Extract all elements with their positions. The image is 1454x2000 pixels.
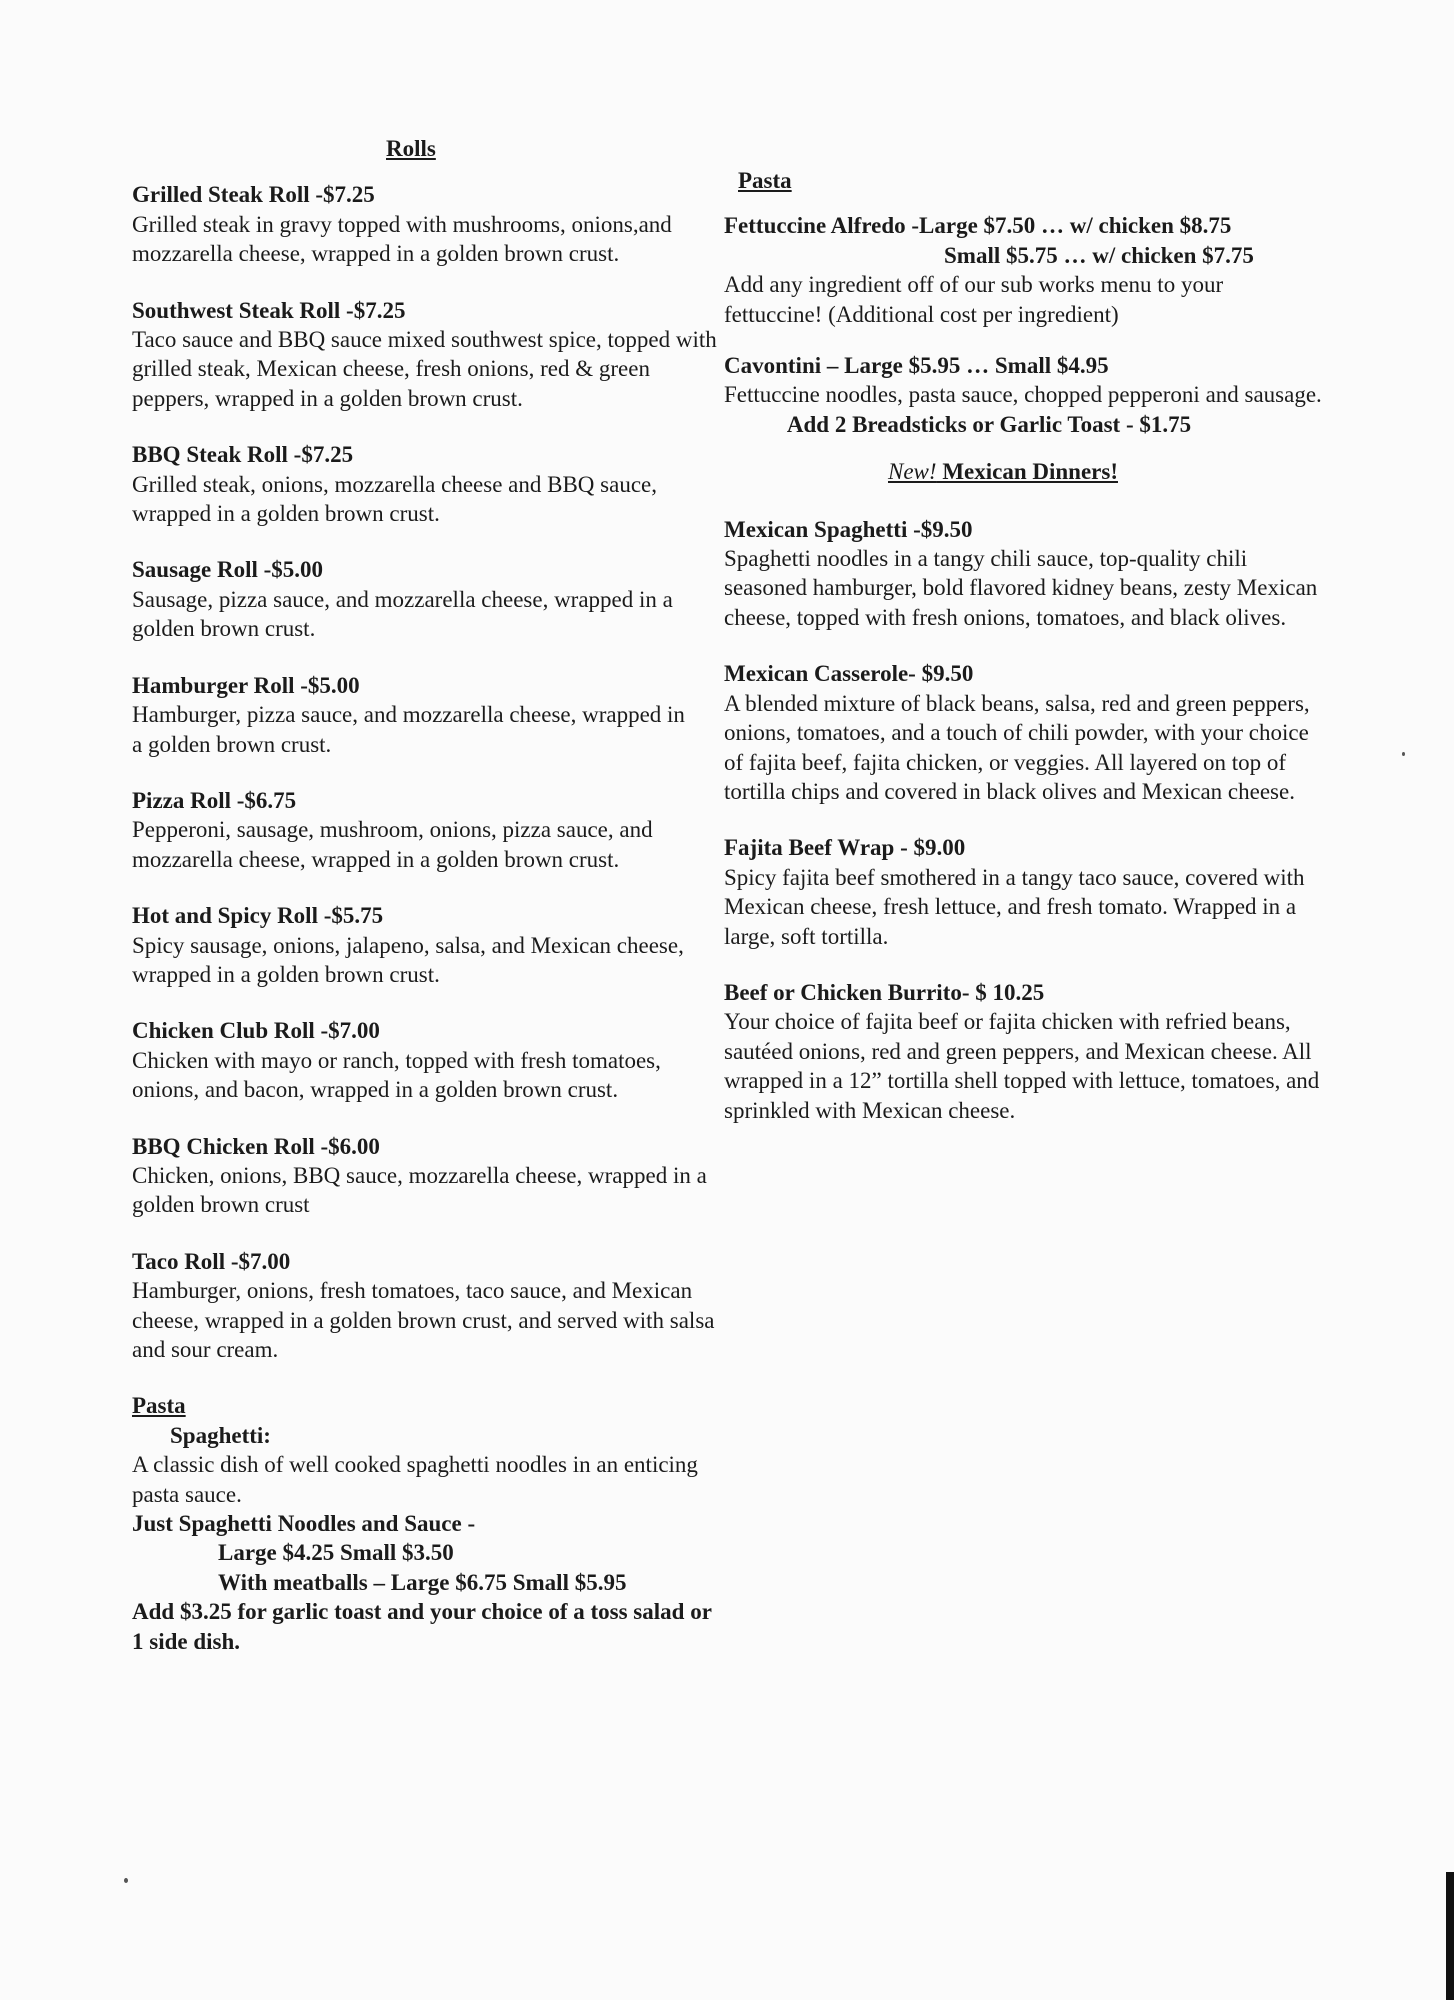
pasta-heading-text: Pasta xyxy=(738,168,792,193)
menu-item xyxy=(132,1016,722,1104)
item-desc: Spicy sausage, onions, jalapeno, salsa, and Mexican cheese, xyxy=(132,932,684,958)
rolls-heading: Rolls xyxy=(386,136,436,161)
item-desc: Spaghetti noodles in a tangy chili sauce, top-quality chili seasoned hamburger, bold flavored kidney beans, zesty Mexican cheese, topped with fresh onions, tomatoes, and black olives. xyxy=(724,546,1318,630)
item-title: BBQ Steak Roll -$7.25 xyxy=(132,442,354,468)
item-title: Hamburger Roll -$5.00 xyxy=(132,672,360,698)
scan-speck xyxy=(124,1878,128,1883)
fettuccine-item xyxy=(724,211,1324,329)
spaghetti-title: Spaghetti: xyxy=(170,1422,271,1448)
item-title: Fajita Beef Wrap - $9.00 xyxy=(724,835,966,861)
pasta-heading-right xyxy=(724,166,1324,195)
item-title: Mexican Casserole- $9.50 xyxy=(724,661,974,687)
item-desc: Sausage, pizza sauce, and mozzarella cheese, wrapped in a golden brown crust. xyxy=(132,586,673,642)
item-desc: Taco sauce and BBQ sauce mixed southwest spice, topped with grilled steak, Mexican cheese, fresh onions, red & green peppers, wrapped in a golden brown crust. xyxy=(132,327,717,411)
menu-item xyxy=(132,180,722,268)
item-title: Hot and Spicy Roll -$5.75 xyxy=(132,903,384,929)
menu-item xyxy=(132,296,722,414)
new-label: New! xyxy=(888,459,937,485)
cavontini-title: Cavontini – Large $5.95 … Small $4.95 xyxy=(724,353,1109,379)
right-column xyxy=(724,166,1324,1152)
menu-item xyxy=(724,515,1324,633)
scan-speck xyxy=(1402,752,1405,756)
item-desc: Pepperoni, sausage, mushroom, onions, pizza sauce, and mozzarella cheese, wrapped in a golden brown crust. xyxy=(132,817,653,872)
fettuccine-desc: Add any ingredient off of our sub works menu to your fettuccine! (Additional cost per ingredient) xyxy=(724,272,1224,327)
item-title: Southwest Steak Roll -$7.25 xyxy=(132,297,406,323)
item-desc: Grilled steak, onions, mozzarella cheese and BBQ sauce, wrapped in a golden brown crust. xyxy=(132,471,657,527)
menu-item xyxy=(132,555,722,643)
spaghetti-desc: A classic dish of well cooked spaghetti noodles in an enticing pasta sauce. xyxy=(132,1452,698,1507)
menu-item xyxy=(132,1247,722,1365)
cavontini-item xyxy=(724,351,1324,439)
menu-item xyxy=(132,786,722,874)
item-desc: Grilled steak in gravy topped with mushrooms, onions,and mozzarella cheese, wrapped in a golden brown crust. xyxy=(132,211,672,267)
item-desc-cont: a golden brown crust. xyxy=(132,731,332,757)
item-desc: Hamburger, onions, fresh tomatoes, taco sauce, and Mexican xyxy=(132,1278,693,1304)
pasta-heading-left: Pasta xyxy=(132,1393,186,1419)
garlic-toast-addon: Add $3.25 for garlic toast and your choice of a toss salad or 1 side dish. xyxy=(132,1599,712,1654)
menu-item xyxy=(132,440,722,528)
item-title: Sausage Roll -$5.00 xyxy=(132,557,324,583)
mexican-heading xyxy=(724,457,1324,486)
item-desc-cont: wrapped in a golden brown crust. xyxy=(132,961,440,987)
item-desc: Chicken with mayo or ranch, topped with fresh tomatoes, onions, and bacon, wrapped in a golden brown crust. xyxy=(132,1047,661,1103)
breadsticks-addon: Add 2 Breadsticks or Garlic Toast - $1.75 xyxy=(786,411,1192,437)
item-title: Pizza Roll -$6.75 xyxy=(132,787,297,813)
just-spaghetti-prices: Large $4.25 Small $3.50 xyxy=(218,1540,454,1566)
item-desc: Your choice of fajita beef or fajita chicken with refried beans, sautéed onions, red and green peppers, and Mexican cheese. All wrapped in a 12” tortilla shell topped with lettuce, tomatoes, and sprinkled with Mexican cheese. xyxy=(724,1009,1320,1123)
mexican-heading-text: Mexican Dinners! xyxy=(936,459,1118,485)
item-title: Chicken Club Roll -$7.00 xyxy=(132,1018,380,1044)
meatballs-prices: With meatballs – Large $6.75 Small $5.95 xyxy=(218,1569,627,1595)
item-desc: A blended mixture of black beans, salsa, red and green peppers, onions, tomatoes, and a touch of chili powder, with your choice of fajita beef, fajita chicken, or veggies. All layered on top of tortilla chips and covered in black olives and Mexican cheese. xyxy=(724,690,1310,804)
just-spaghetti-line: Just Spaghetti Noodles and Sauce - xyxy=(132,1511,476,1537)
fettuccine-small: Small $5.75 … w/ chicken $7.75 xyxy=(944,242,1254,268)
item-title: Grilled Steak Roll -$7.25 xyxy=(132,182,375,208)
item-desc: Hamburger, pizza sauce, and mozzarella cheese, wrapped in xyxy=(132,702,685,728)
item-title: Beef or Chicken Burrito- $ 10.25 xyxy=(724,979,1045,1005)
menu-item xyxy=(132,1132,722,1220)
menu-item xyxy=(132,671,722,759)
left-column xyxy=(132,134,722,1656)
item-title: Taco Roll -$7.00 xyxy=(132,1248,291,1274)
spaghetti-section xyxy=(132,1391,722,1656)
menu-item xyxy=(132,901,722,989)
cavontini-desc: Fettuccine noodles, pasta sauce, chopped pepperoni and sausage. xyxy=(724,382,1322,408)
item-desc: Spicy fajita beef smothered in a tangy taco sauce, covered with Mexican cheese, fresh lettuce, and fresh tomato. Wrapped in a large, soft tortilla. xyxy=(724,864,1305,949)
item-title: Mexican Spaghetti -$9.50 xyxy=(724,516,973,542)
item-title: BBQ Chicken Roll -$6.00 xyxy=(132,1133,380,1159)
scan-edge xyxy=(1446,1872,1454,2000)
menu-item xyxy=(724,978,1324,1125)
item-desc: Chicken, onions, BBQ sauce, mozzarella cheese, wrapped in a golden brown crust xyxy=(132,1162,707,1218)
menu-item xyxy=(724,833,1324,951)
item-desc-cont: cheese, wrapped in a golden brown crust, and served with salsa and sour cream. xyxy=(132,1307,715,1362)
fettuccine-title: Fettuccine Alfredo -Large $7.50 … w/ chicken $8.75 xyxy=(724,213,1232,239)
menu-item xyxy=(724,659,1324,806)
